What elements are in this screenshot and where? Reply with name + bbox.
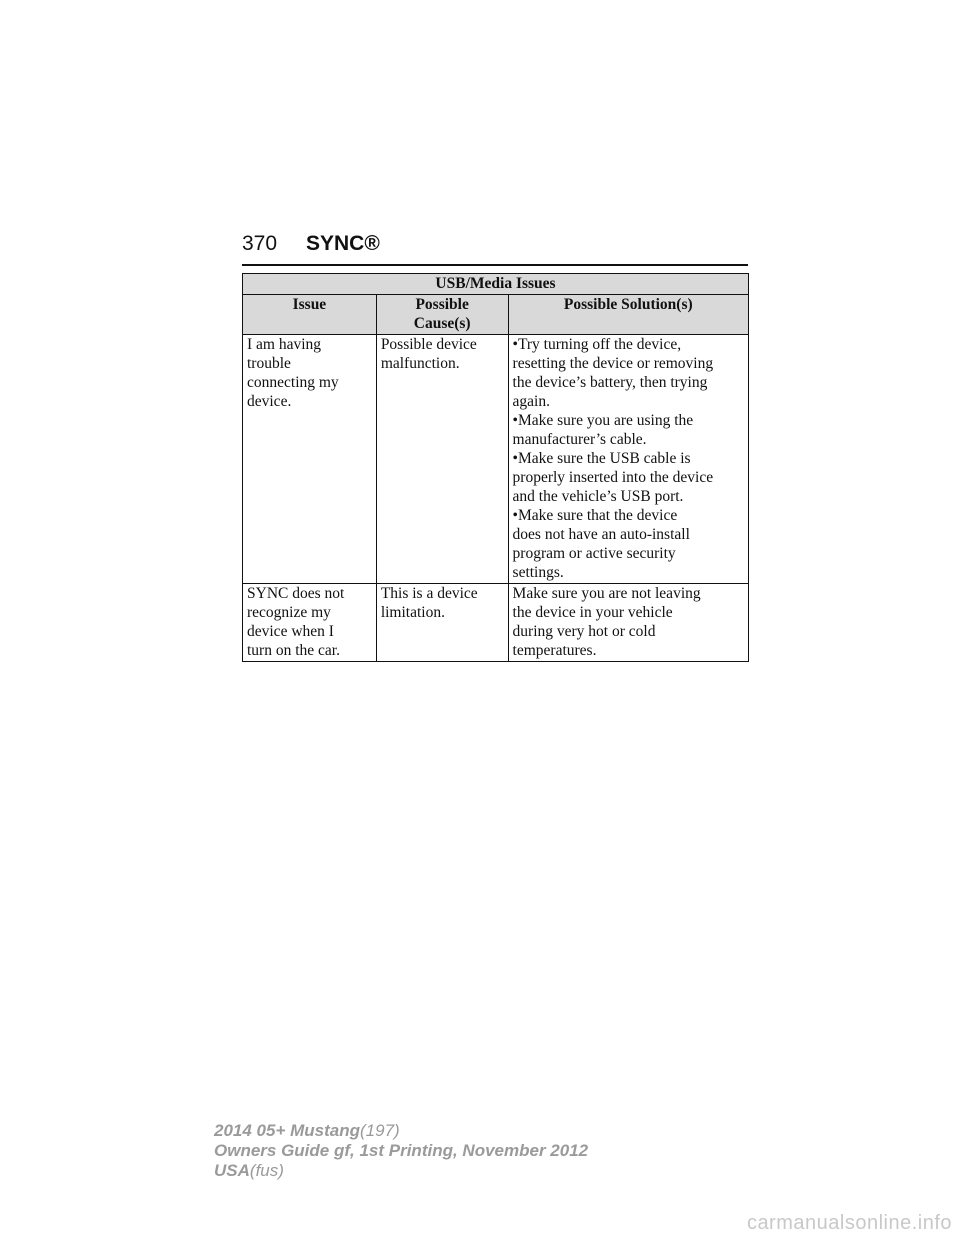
column-header-cause-line1: Possible <box>415 296 469 313</box>
bullet-icon: • <box>512 412 518 429</box>
section-title: SYNC® <box>306 232 380 255</box>
column-header-issue: Issue <box>243 295 377 335</box>
header-rule <box>242 264 748 266</box>
issue-text-line: recognize my <box>247 604 331 621</box>
issue-text-line: I am having <box>247 336 322 353</box>
page-number: 370 <box>242 232 278 255</box>
bullet-icon: • <box>512 450 518 467</box>
solution-text-line: Try turning off the device, <box>517 336 682 353</box>
cause-text-line: Possible device <box>380 336 477 353</box>
table-row <box>243 584 749 662</box>
solution-text-line: during very hot or cold <box>512 623 656 640</box>
print-footer <box>214 1121 588 1181</box>
cause-text-line: malfunction. <box>380 355 460 372</box>
bullet-icon: • <box>512 336 518 353</box>
solution-text-line: Make sure the USB cable is <box>517 450 691 467</box>
solution-bullet <box>513 506 744 582</box>
solution-text-line: the device in your vehicle <box>512 604 673 621</box>
footer-line-market <box>214 1161 588 1181</box>
issue-text-line: turn on the car. <box>247 642 340 659</box>
usb-media-issues-table <box>242 273 749 662</box>
solution-text-line: and the vehicle’s USB port. <box>512 488 684 505</box>
solution-bullet <box>513 411 744 449</box>
footer-line-printing <box>214 1141 588 1161</box>
watermark: carmanualsonline.info <box>746 1212 952 1234</box>
solution-text-line: properly inserted into the device <box>512 469 714 486</box>
footer-model: 2014 05+ Mustang <box>214 1121 360 1140</box>
footer-market-code: (fus) <box>249 1161 284 1180</box>
solution-text-line: manufacturer’s cable. <box>512 431 647 448</box>
issue-text-line: connecting my <box>247 374 339 391</box>
solution-text-line: temperatures. <box>512 642 597 659</box>
table-header-row <box>243 295 749 335</box>
issue-text-line: device. <box>247 393 292 410</box>
cause-cell <box>376 584 508 662</box>
issue-cell <box>243 335 377 584</box>
bullet-icon: • <box>512 507 518 524</box>
solution-text-line: again. <box>512 393 550 410</box>
column-header-solution: Possible Solution(s) <box>508 295 748 335</box>
issue-text-line: trouble <box>247 355 291 372</box>
solution-text-line: the device’s battery, then trying <box>512 374 708 391</box>
solution-text-line: Make sure you are using the <box>517 412 694 429</box>
solution-text-line: Make sure you are not leaving <box>512 585 701 602</box>
column-header-cause-line2: Cause(s) <box>413 315 471 332</box>
page-header <box>242 232 748 262</box>
solution-bullet <box>513 335 744 411</box>
solution-cell <box>508 584 748 662</box>
table-title: USB/Media Issues <box>243 274 749 295</box>
footer-model-code: (197) <box>360 1121 400 1140</box>
cause-text-line: limitation. <box>380 604 445 621</box>
cause-cell <box>376 335 508 584</box>
issue-cell <box>243 584 377 662</box>
footer-market: USA <box>214 1161 250 1180</box>
issue-text-line: SYNC does not <box>247 585 345 602</box>
solution-text-line: resetting the device or removing <box>512 355 714 372</box>
issue-text-line: device when I <box>247 623 334 640</box>
footer-line-model <box>214 1121 588 1141</box>
solution-text-line: Make sure that the device <box>517 507 678 524</box>
solution-text-line: does not have an auto-install <box>512 526 690 543</box>
table-title-row <box>243 274 749 295</box>
footer-printing: Owners Guide gf, 1st Printing, November 2012 <box>214 1141 589 1160</box>
column-header-cause <box>376 295 508 335</box>
solution-text-line: program or active security <box>512 545 676 562</box>
solution-bullet <box>513 449 744 506</box>
table-row <box>243 335 749 584</box>
cause-text-line: This is a device <box>380 585 478 602</box>
solution-cell <box>508 335 748 584</box>
solution-text-line: settings. <box>512 564 564 581</box>
